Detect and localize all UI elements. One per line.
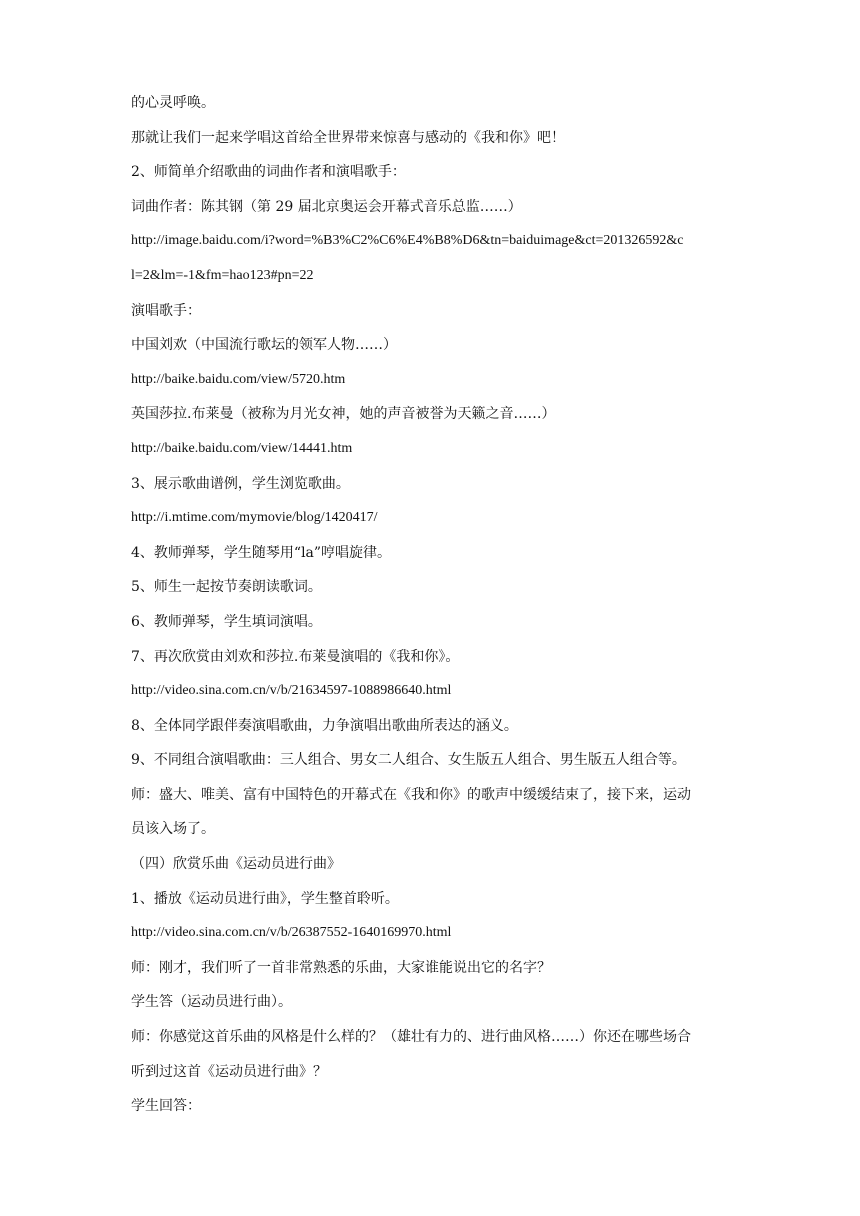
text-line: 中国刘欢（中国流行歌坛的领军人物……） [131,337,397,354]
text-line: 听到过这首《运动员进行曲》？ [131,1063,327,1080]
url-link[interactable]: http://i.mtime.com/mymovie/blog/1420417/ [131,510,378,526]
text-line: 4、教师弹琴，学生随琴用“la”哼唱旋律。 [131,544,392,561]
url-link-continued[interactable]: l=2&lm=-1&fm=hao123#pn=22 [131,267,314,283]
url-link[interactable]: http://video.sina.com.cn/v/b/21634597-1088986640.html [131,683,452,699]
text-line: 2、师简单介绍歌曲的词曲作者和演唱歌手： [131,164,406,181]
text-line: 学生回答： [131,1098,201,1115]
url-link[interactable]: http://image.baidu.com/i?word=%B3%C2%C6%E4%B8%D6&tn=baiduimage&ct=201326592&c [131,233,684,249]
section-heading: （四）欣赏乐曲《运动员进行曲》 [131,856,341,873]
text-line: 演唱歌手： [131,302,201,319]
text-line: 6、教师弹琴，学生填词演唱。 [131,613,322,630]
text-line: 7、再次欣赏由刘欢和莎拉.布莱曼演唱的《我和你》。 [131,648,460,665]
url-link[interactable]: http://baike.baidu.com/view/14441.htm [131,440,353,456]
text-line: 1、播放《运动员进行曲》，学生整首聆听。 [131,890,399,907]
document-body [131,92,736,1130]
text-line: 师：你感觉这首乐曲的风格是什么样的？（雄壮有力的、进行曲风格……）你还在哪些场合 [131,1029,691,1046]
text-line: 3、展示歌曲谱例，学生浏览歌曲。 [131,475,350,492]
url-link[interactable]: http://baike.baidu.com/view/5720.htm [131,371,346,387]
text-line: 词曲作者：陈其钢（第 29 届北京奥运会开幕式音乐总监……） [131,198,522,215]
text-line: 的心灵呼唤。 [131,95,215,111]
text-line: 学生答（运动员进行曲）。 [131,994,292,1011]
text-line: 师：刚才，我们听了一首非常熟悉的乐曲，大家谁能说出它的名字？ [131,959,551,976]
text-line: 5、师生一起按节奏朗读歌词。 [131,579,322,596]
text-line: 8、全体同学跟伴奏演唱歌曲，力争演唱出歌曲所表达的涵义。 [131,717,518,734]
text-line: 那就让我们一起来学唱这首给全世界带来惊喜与感动的《我和你》吧！ [131,129,565,146]
url-link[interactable]: http://video.sina.com.cn/v/b/26387552-1640169970.html [131,925,452,941]
text-line: 9、不同组合演唱歌曲：三人组合、男女二人组合、女生版五人组合、男生版五人组合等。 [131,752,686,769]
text-line: 员该入场了。 [131,821,215,838]
text-line: 英国莎拉.布莱曼（被称为月光女神，她的声音被誉为天籁之音……） [131,406,556,423]
text-line: 师：盛大、唯美、富有中国特色的开幕式在《我和你》的歌声中缓缓结束了，接下来，运动 [131,786,691,803]
